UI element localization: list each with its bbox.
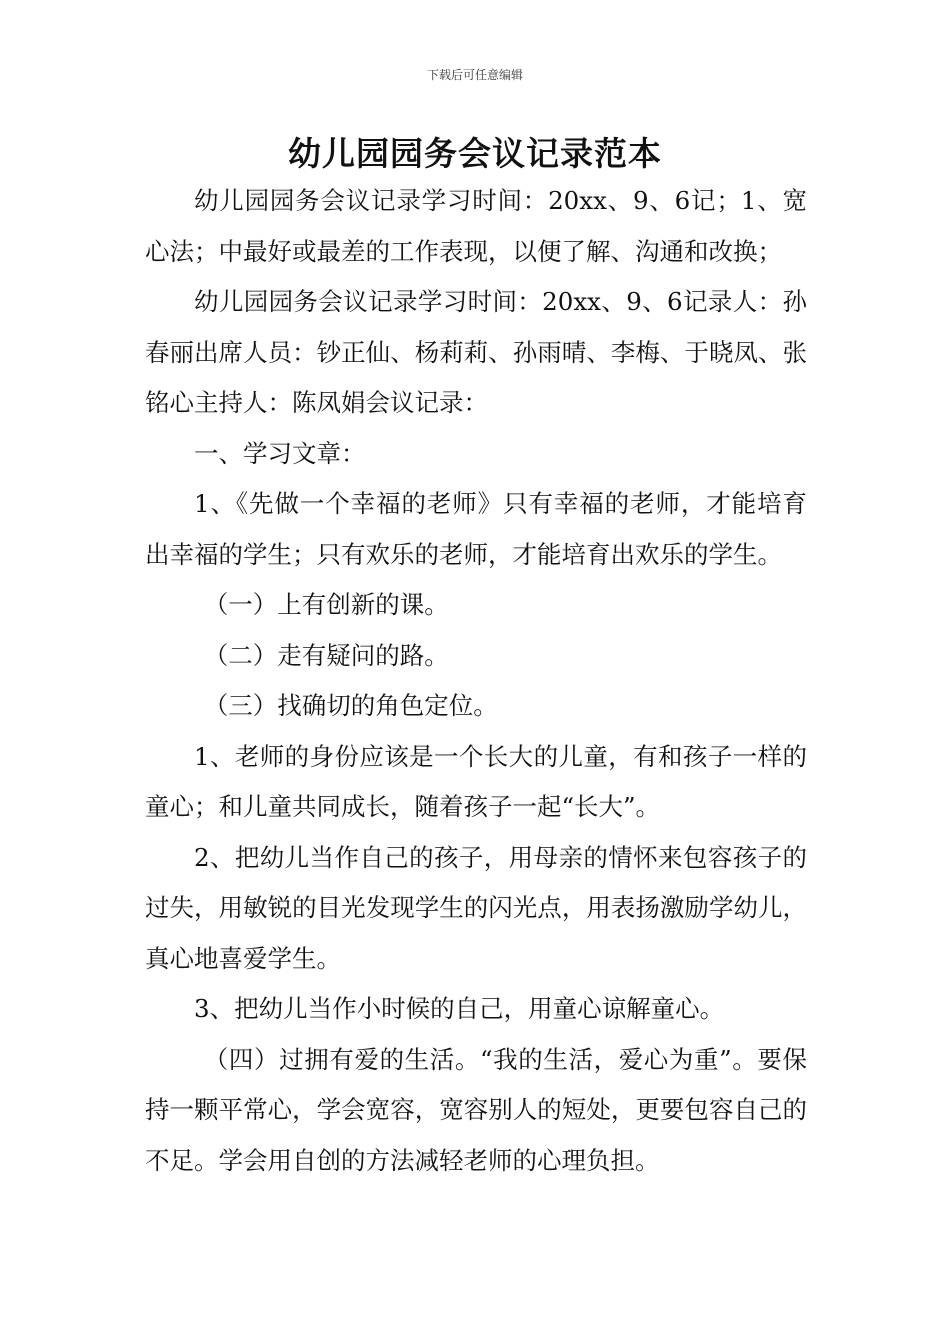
- paragraph: （一）上有创新的课。: [203, 590, 449, 619]
- paragraph: 2、把幼儿当作自己的孩子，用母亲的情怀来包容孩子的过失，用敏锐的目光发现学生的闪光点，用表扬激励学幼儿，真心地喜爱学生。: [145, 842, 807, 973]
- paragraph: （四）过拥有爱的生活。“我的生活，爱心为重”。要保持一颗平常心，学会宽容，宽容别人的短处，更要包容自己的不足。学会用自创的方法减轻老师的心理负担。: [145, 1044, 807, 1175]
- paragraph: 1、老师的身份应该是一个长大的儿童，有和孩子一样的童心；和儿童共同成长，随着孩子一起“长大”。: [145, 741, 807, 821]
- paragraph: 3、把幼儿当作小时候的自己，用童心谅解童心。: [194, 994, 725, 1023]
- document-title: 幼儿园园务会议记录范本: [288, 134, 662, 173]
- paragraph: 幼儿园园务会议记录学习时间：20xx、9、6记录人：孙春丽出席人员：钞正仙、杨莉莉、孙雨晴、李梅、于晓凤、张铭心主持人：陈凤娟会议记录：: [145, 287, 807, 417]
- paragraph: （三）找确切的角色定位。: [203, 691, 498, 720]
- paragraph: 幼儿园园务会议记录学习时间：20xx、9、6记；1、宽心法；中最好或最差的工作表现，以便了解、沟通和改换；: [145, 186, 807, 266]
- paragraph: 1、《先做一个幸福的老师》只有幸福的老师，才能培育出幸福的学生；只有欢乐的老师，才能培育出欢乐的学生。: [145, 489, 807, 569]
- paragraph: （二）走有疑问的路。: [203, 640, 449, 670]
- paragraph: 一、学习文章：: [194, 438, 366, 468]
- document-body: [145, 176, 807, 1186]
- header-note: 下载后可任意编辑: [426, 68, 523, 82]
